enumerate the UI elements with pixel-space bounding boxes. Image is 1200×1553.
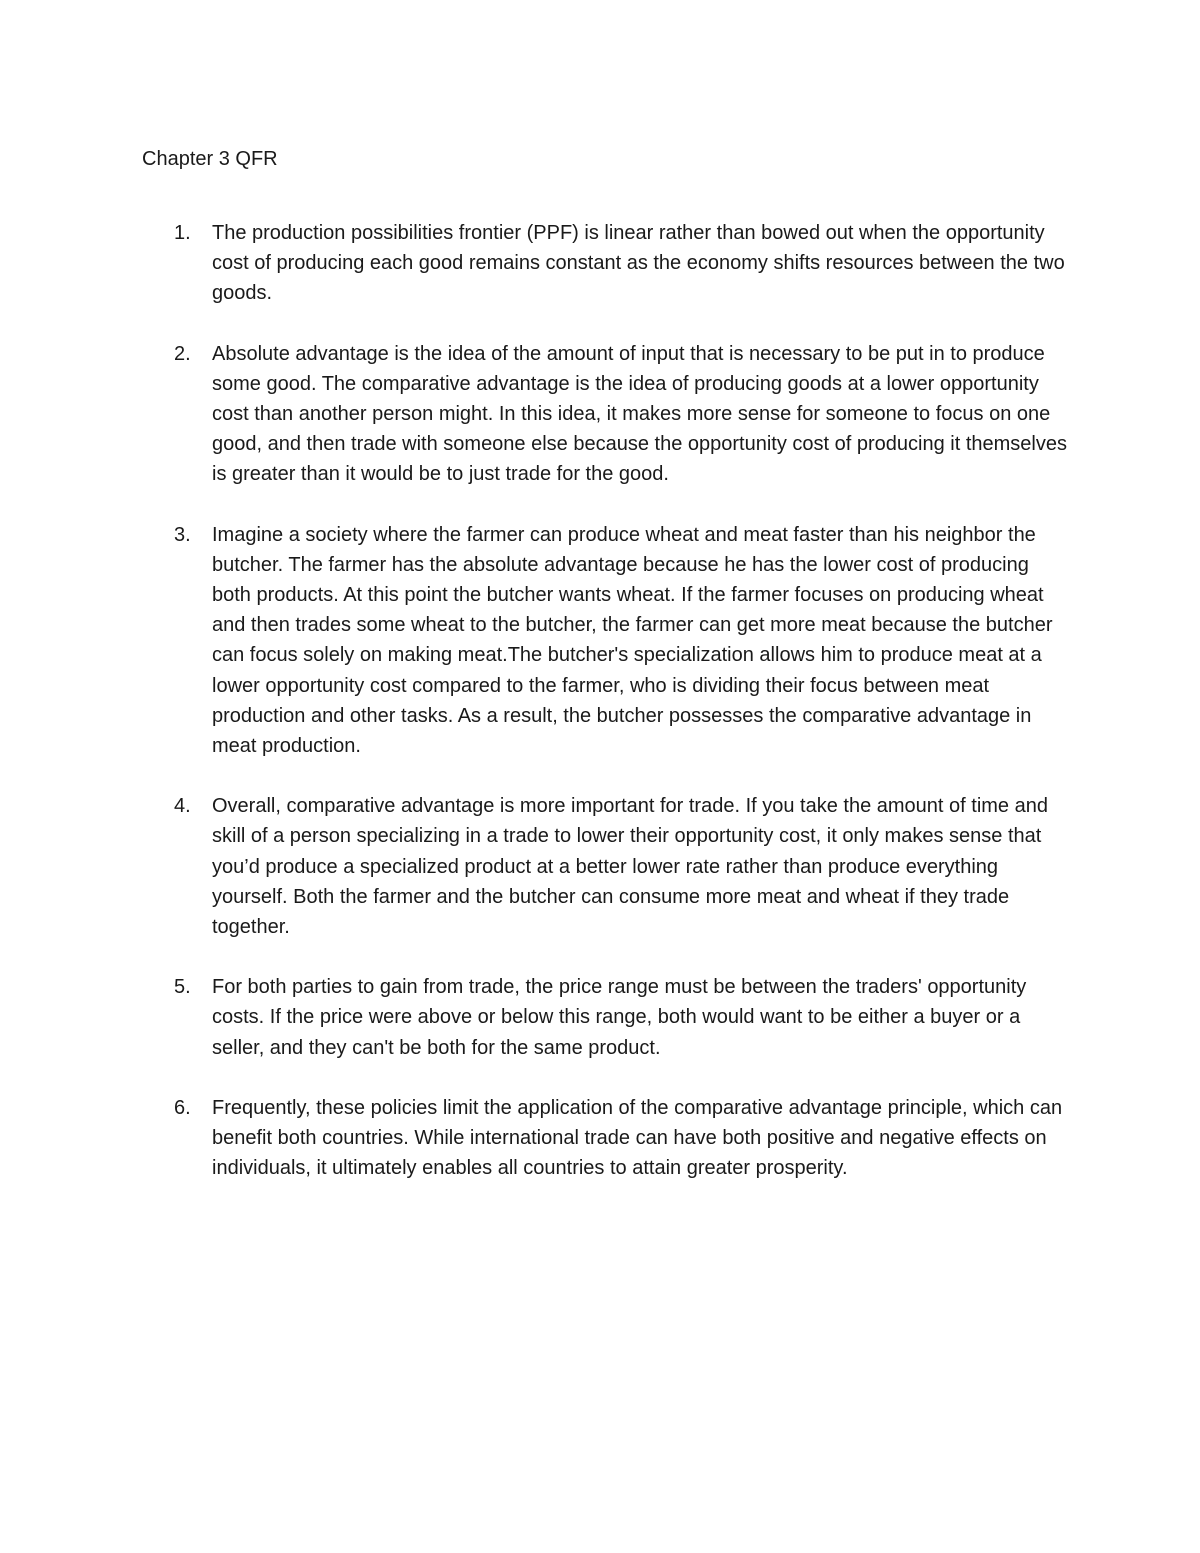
item-text: For both parties to gain from trade, the price range must be between the traders' opportunity costs. If the price were above or below this range, both would want to be either a buyer or a seller, and they can't be both for the same product. [212,976,1027,1059]
list-item [0,1093,1200,1184]
list-item [0,791,1200,942]
list-item [0,218,1200,309]
item-text: Absolute advantage is the idea of the amount of input that is necessary to be put in to produce some good. The comparative advantage is the idea of producing goods at a lower opportunity cost than another person might. In this idea, it makes more sense for someone to focus on one good, and then trade with someone else because the opportunity cost of producing it themselves is greater than it would be to just trade for the good. [212,342,1067,486]
list-item [0,520,1200,762]
item-number: 4. [174,795,191,818]
item-text: Imagine a society where the farmer can produce wheat and meat faster than his neighbor the butcher. The farmer has the absolute advantage because he has the lower cost of producing both products. At this point the butcher wants wheat. If the farmer focuses on producing wheat and then trades some wheat to the butcher, the farmer can get more meat because the butcher can focus solely on making meat.The butcher's specialization allows him to produce meat at a lower opportunity cost compared to the farmer, who is dividing their focus between meat production and other tasks. As a result, the butcher possesses the comparative advantage in meat production. [212,523,1053,758]
item-text: Overall, comparative advantage is more important for trade. If you take the amount of time and skill of a person specializing in a trade to lower their opportunity cost, it only makes sense that you’d produce a specialized product at a better lower rate rather than produce everything yourself. Both the farmer and the butcher can consume more meat and wheat if they trade together. [212,795,1048,939]
answer-list [0,218,1200,1213]
item-text: Frequently, these policies limit the application of the comparative advantage principle, which can benefit both countries. While international trade can have both positive and negative effects on individuals, it ultimately enables all countries to attain greater prosperity. [212,1096,1063,1180]
item-number: 6. [174,1096,191,1119]
list-item [0,339,1200,490]
item-text: The production possibilities frontier (PPF) is linear rather than bowed out when the opportunity cost of producing each good remains constant as the economy shifts resources between the two goods. [212,222,1065,305]
list-item [0,972,1200,1063]
item-number: 3. [174,523,191,546]
item-number: 5. [174,976,191,999]
item-number: 2. [174,342,191,365]
document-title: Chapter 3 QFR [142,148,278,170]
item-number: 1. [174,222,191,244]
